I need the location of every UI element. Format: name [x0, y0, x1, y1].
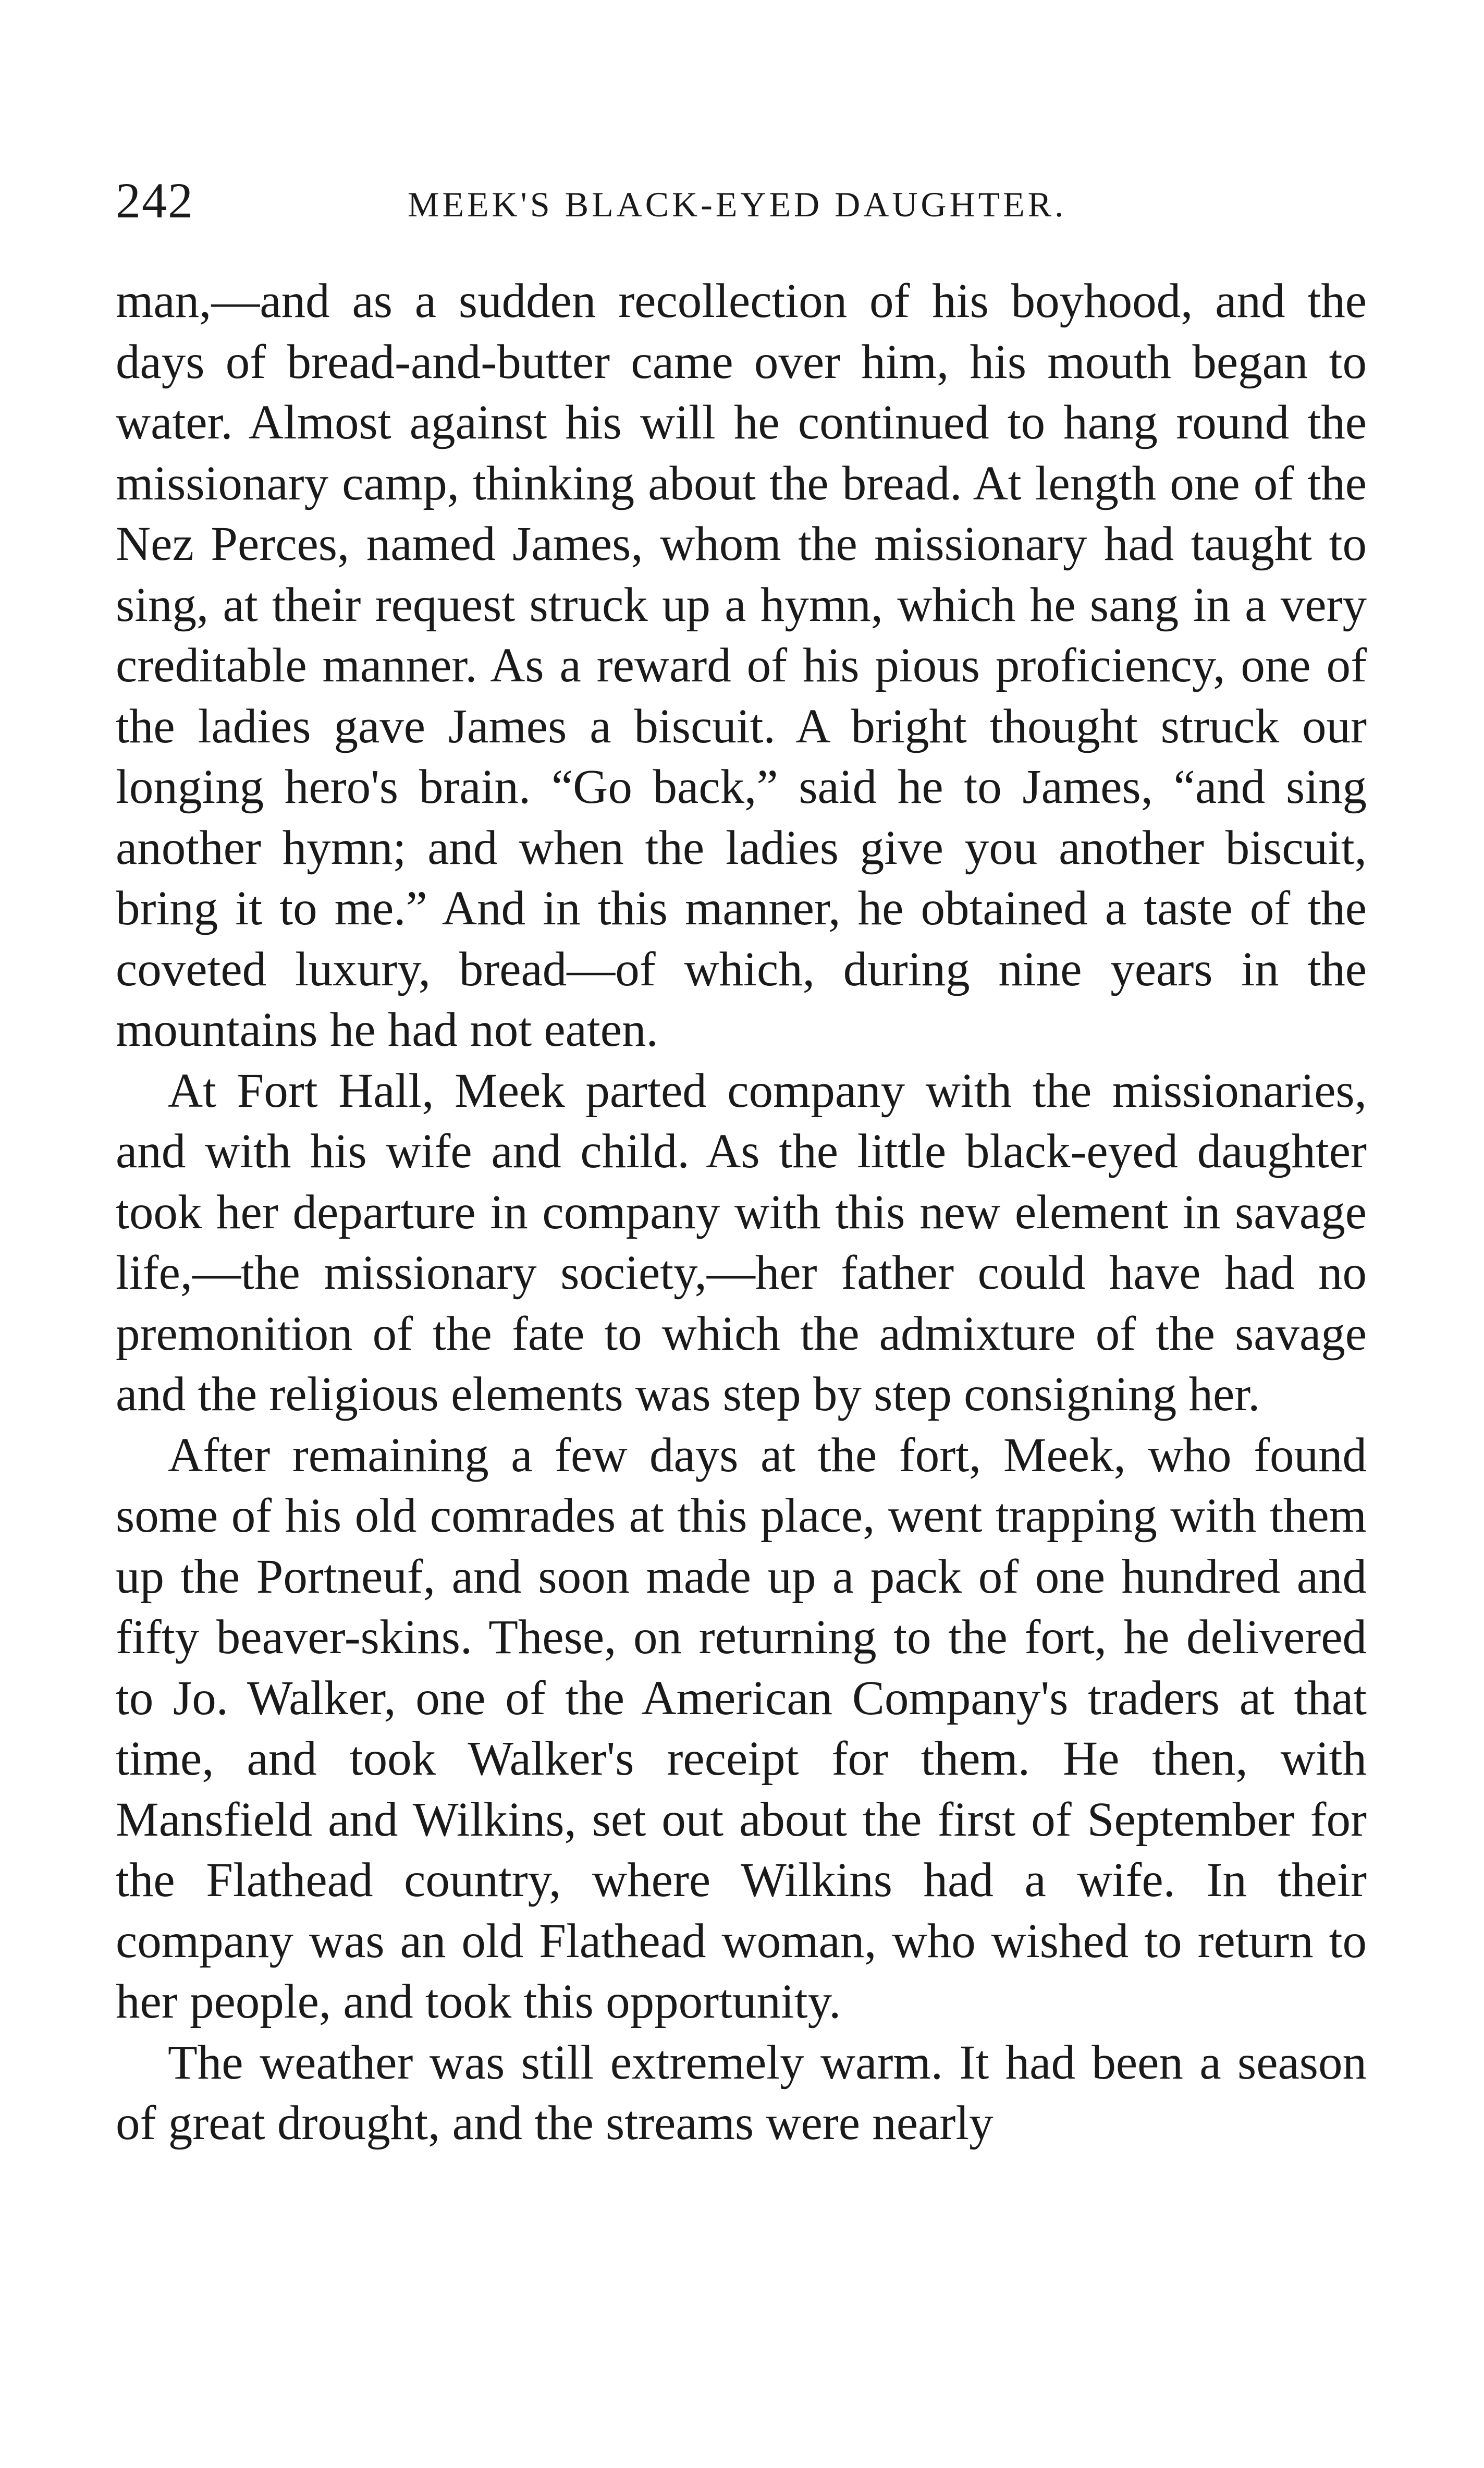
paragraph-1: man,—and as a sudden recollection of his boyhood, and the days of bread-and-butter came over him, his mouth began to water. Almost against his will he continued to hang round the missionary camp, thinking about the bread. At length one of the Nez Perces, named James, whom the missionary had taught to sing, at their request struck up a hymn, which he sang in a very creditable manner. As a reward of his pious proficiency, one of the ladies gave James a biscuit. A bright thought struck our longing hero's brain. “Go back,” said he to James, “and sing another hymn; and when the ladies give you another biscuit, bring it to me.” And in this manner, he obtained a taste of the coveted luxury, bread—of which, during nine years in the mountains he had not eaten. — [116, 274, 1367, 1057]
page-number: 242 — [116, 173, 194, 228]
body-text — [116, 271, 1367, 2154]
paragraph-4: The weather was still extremely warm. It had been a season of great drought, and the streams were nearly — [116, 2035, 1367, 2150]
paragraph-3: After remaining a few days at the fort, Meek, who found some of his old comrades at this place, went trapping with them up the Portneuf, and soon made up a pack of one hundred and fifty beaver-skins. These, on returning to the fort, he delivered to Jo. Walker, one of the American Company's traders at that time, and took Walker's receipt for them. He then, with Mansfield and Wilkins, set out about the first of September for the Flathead country, where Wilkins had a wife. In their company was an old Flathead woman, who wished to return to her people, and took this opportunity. — [116, 1428, 1367, 2029]
running-title: MEEK'S BLACK-EYED DAUGHTER. — [408, 185, 1067, 224]
page-header — [116, 172, 1367, 229]
paragraph-2: At Fort Hall, Meek parted company with the missionaries, and with his wife and child. As the little black-eyed daughter took her departure in company with this new element in savage life,—the missionary society,—her father could have had no premonition of the fate to which the admixture of the savage and the religious elements was step by step consigning her. — [116, 1064, 1367, 1421]
